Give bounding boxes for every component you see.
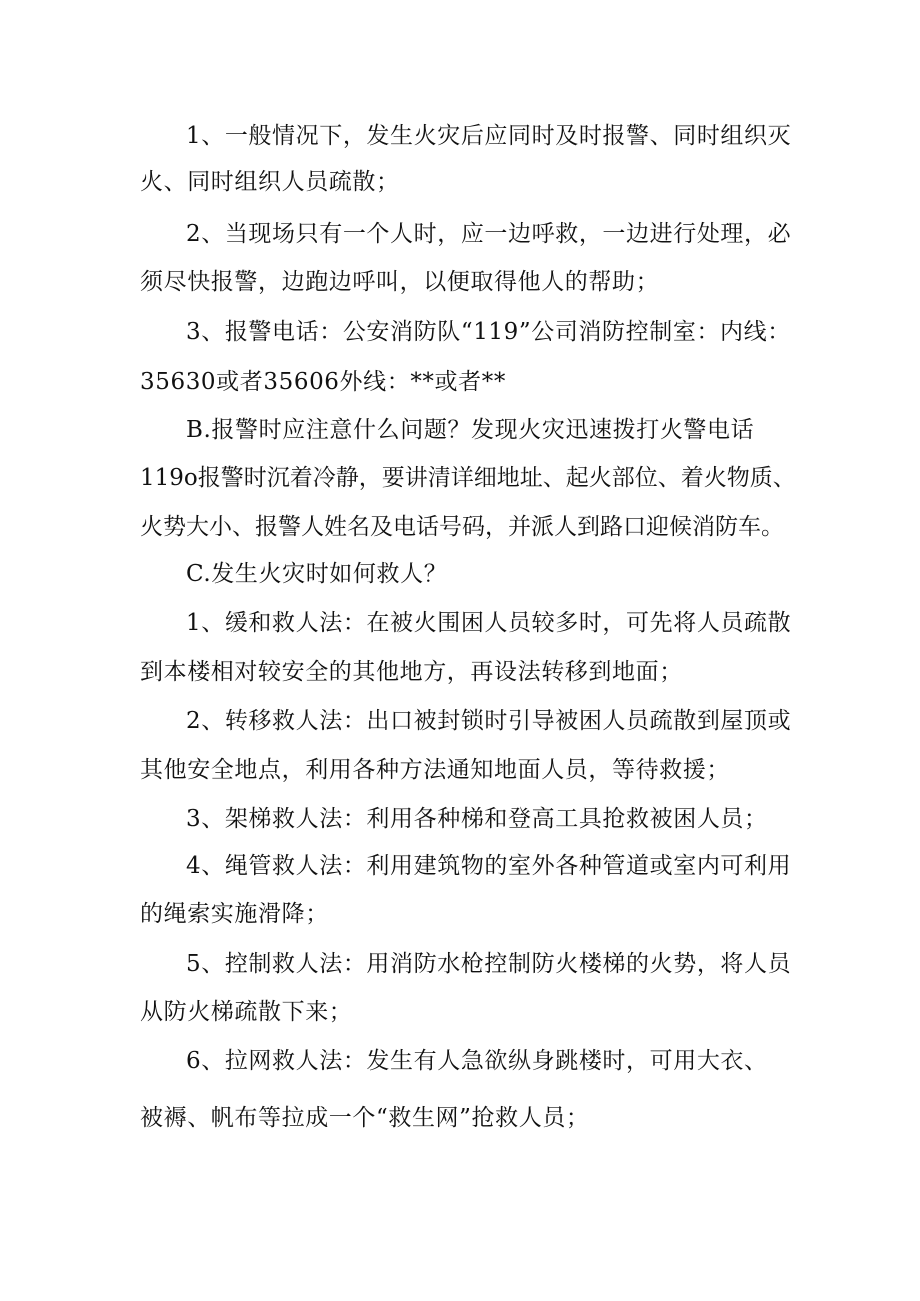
- text-line: 从防火梯疏散下来；: [140, 999, 353, 1025]
- text-line: 被褥、帆布等拉成一个“救生网”抢救人员；: [140, 1105, 590, 1131]
- text-line: 35630或者35606外线：**或者**: [140, 369, 506, 395]
- text-line: 其他安全地点，利用各种方法通知地面人员，等待救援；: [140, 757, 730, 783]
- text-line: 1、缓和救人法：在被火围困人员较多时，可先将人员疏散: [186, 610, 792, 636]
- text-line: 1、一般情况下，发生火灾后应同时及时报警、同时组织灭: [186, 123, 792, 149]
- text-line: 119o报警时沉着冷静，要讲清详细地址、起火部位、着火物质、: [140, 465, 796, 491]
- text-line: 火、同时组织人员疏散；: [140, 169, 400, 195]
- text-line: 3、报警电话：公安消防队“119”公司消防控制室：内线：: [186, 319, 791, 345]
- text-line: 的绳索实施滑降；: [140, 901, 329, 927]
- text-line: 须尽快报警，边跑边呼叫，以便取得他人的帮助；: [140, 269, 660, 295]
- text-line: 到本楼相对较安全的其他地方，再设法转移到地面；: [140, 659, 683, 685]
- text-line: 6、拉网救人法：发生有人急欲纵身跳楼时，可用大衣、: [186, 1048, 768, 1074]
- section-heading: C.发生火灾时如何救人？: [186, 561, 448, 587]
- text-line: 3、架梯救人法：利用各种梯和登高工具抢救被困人员；: [186, 806, 768, 832]
- text-line: 2、当现场只有一个人时，应一边呼救，一边进行处理，必: [186, 221, 792, 247]
- text-line: 5、控制救人法：用消防水枪控制防火楼梯的火势，将人员: [186, 951, 792, 977]
- text-line: B.报警时应注意什么问题？发现火灾迅速拨打火警电话: [186, 417, 755, 443]
- text-line: 2、转移救人法：出口被封锁时引导被困人员疏散到屋顶或: [186, 708, 792, 734]
- text-line: 火势大小、报警人姓名及电话号码，并派人到路口迎候消防车。: [140, 514, 784, 540]
- text-line: 4、绳管救人法：利用建筑物的室外各种管道或室内可利用: [186, 853, 792, 879]
